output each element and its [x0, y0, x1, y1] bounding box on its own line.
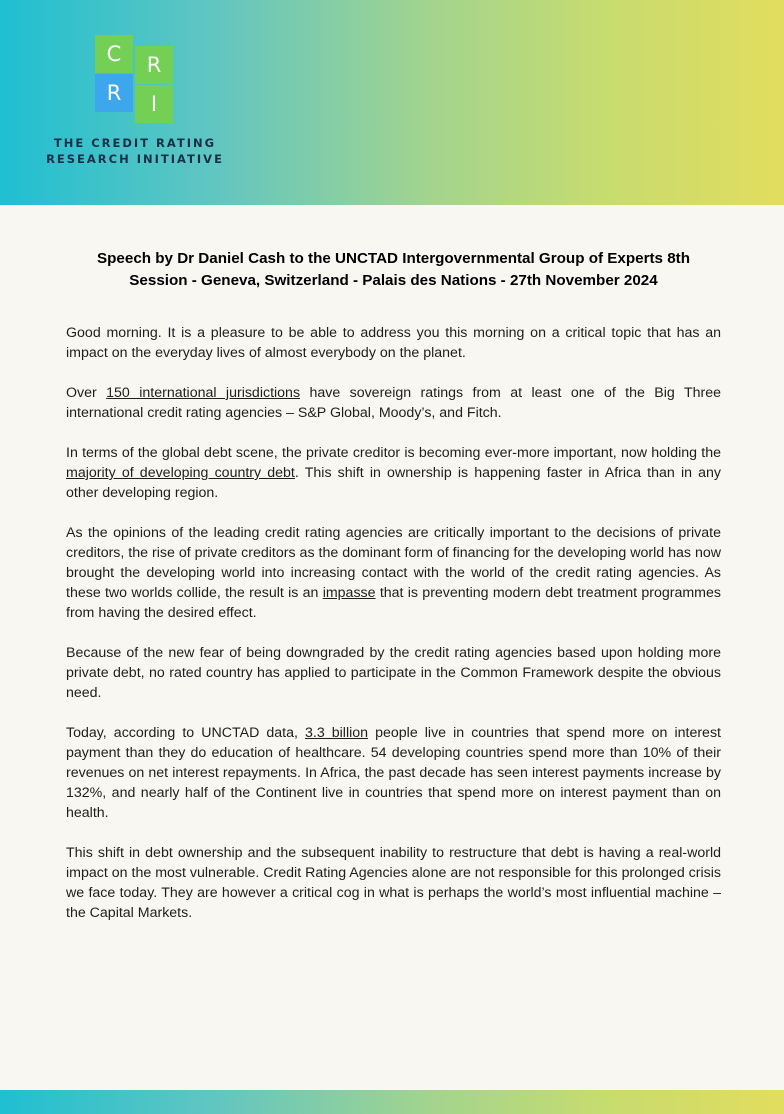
paragraph-common-framework: Because of the new fear of being downgraded by the credit rating agencies based upon holding more private debt, no rated country has applied to participate in the Common Framework despite the obvious need.	[66, 645, 721, 701]
speech-body	[66, 323, 721, 943]
logo-tile-r2: R	[95, 74, 133, 112]
title-line2: Session - Geneva, Switzerland - Palais des Nations - 27th November 2024	[129, 272, 658, 289]
paragraph-debt-scene	[66, 443, 721, 503]
paragraph-impasse	[66, 523, 721, 623]
paragraph-closing: This shift in debt ownership and the subsequent inability to restructure that debt is having a real-world impact on the most vulnerable. Credit Rating Agencies alone are not responsible for this prolonged crisis we face today. They are however a critical cog in what is perhaps the world’s most influential machine – the Capital Markets.	[66, 845, 721, 921]
paragraph-text: In terms of the global debt scene, the private creditor is becoming ever-more important, now holding the	[66, 445, 721, 461]
developing-debt-link[interactable]: majority of developing country debt	[66, 465, 295, 481]
title-line1: Speech by Dr Daniel Cash to the UNCTAD Intergovernmental Group of Experts 8th	[97, 250, 690, 267]
paragraph-text: . This shift in ownership is happening faster in Africa than in any other developing region.	[66, 465, 722, 501]
header-banner	[0, 0, 784, 205]
paragraph-unctad-data	[66, 723, 721, 823]
org-name-line2: RESEARCH INITIATIVE	[46, 152, 224, 166]
paragraph-opening: Good morning. It is a pleasure to be able to address you this morning on a critical topic that has an impact on the everyday lives of almost everybody on the planet.	[66, 325, 721, 361]
speech-title	[66, 248, 721, 292]
org-name-line1: THE CREDIT RATING	[53, 136, 217, 150]
cri-logo	[0, 0, 784, 205]
footer-bar	[0, 1090, 784, 1114]
paragraph-text: that is preventing modern debt treatment programmes from having the desired effect.	[66, 585, 721, 621]
jurisdictions-link[interactable]: 150 international jurisdictions	[106, 385, 301, 401]
paragraph-text: people live in countries that spend more on interest payment than they do education of healthcare. 54 developing countries spend more than 10% of their revenues on net interest repayments. In Africa, the past decade has seen interest payments increase by 132%, and nearly half of the Continent live in countries that spend more on interest payment than on health.	[66, 725, 721, 821]
paragraph-text: have sovereign ratings from at least one of the Big Three international credit rating agencies – S&P Global, Moody’s, and Fitch.	[66, 385, 722, 421]
paragraph-text: Today, according to UNCTAD data,	[66, 725, 305, 741]
logo-tile-c: C	[95, 35, 133, 73]
paragraph-text: Over	[66, 385, 107, 401]
billion-link[interactable]: 3.3 billion	[304, 725, 369, 741]
paragraph-ratings	[66, 383, 721, 423]
impasse-link[interactable]: impasse	[322, 585, 376, 601]
logo-tile-r: R	[135, 46, 173, 84]
paragraph-text: As the opinions of the leading credit rating agencies are critically important to the decisions of private creditors, the rise of private creditors as the dominant form of financing for the developing world has now brought the developing world into increasing contact with the world of the credit rating agencies. As these two worlds collide, the result is an	[66, 525, 721, 601]
logo-tile-i: I	[135, 85, 173, 123]
